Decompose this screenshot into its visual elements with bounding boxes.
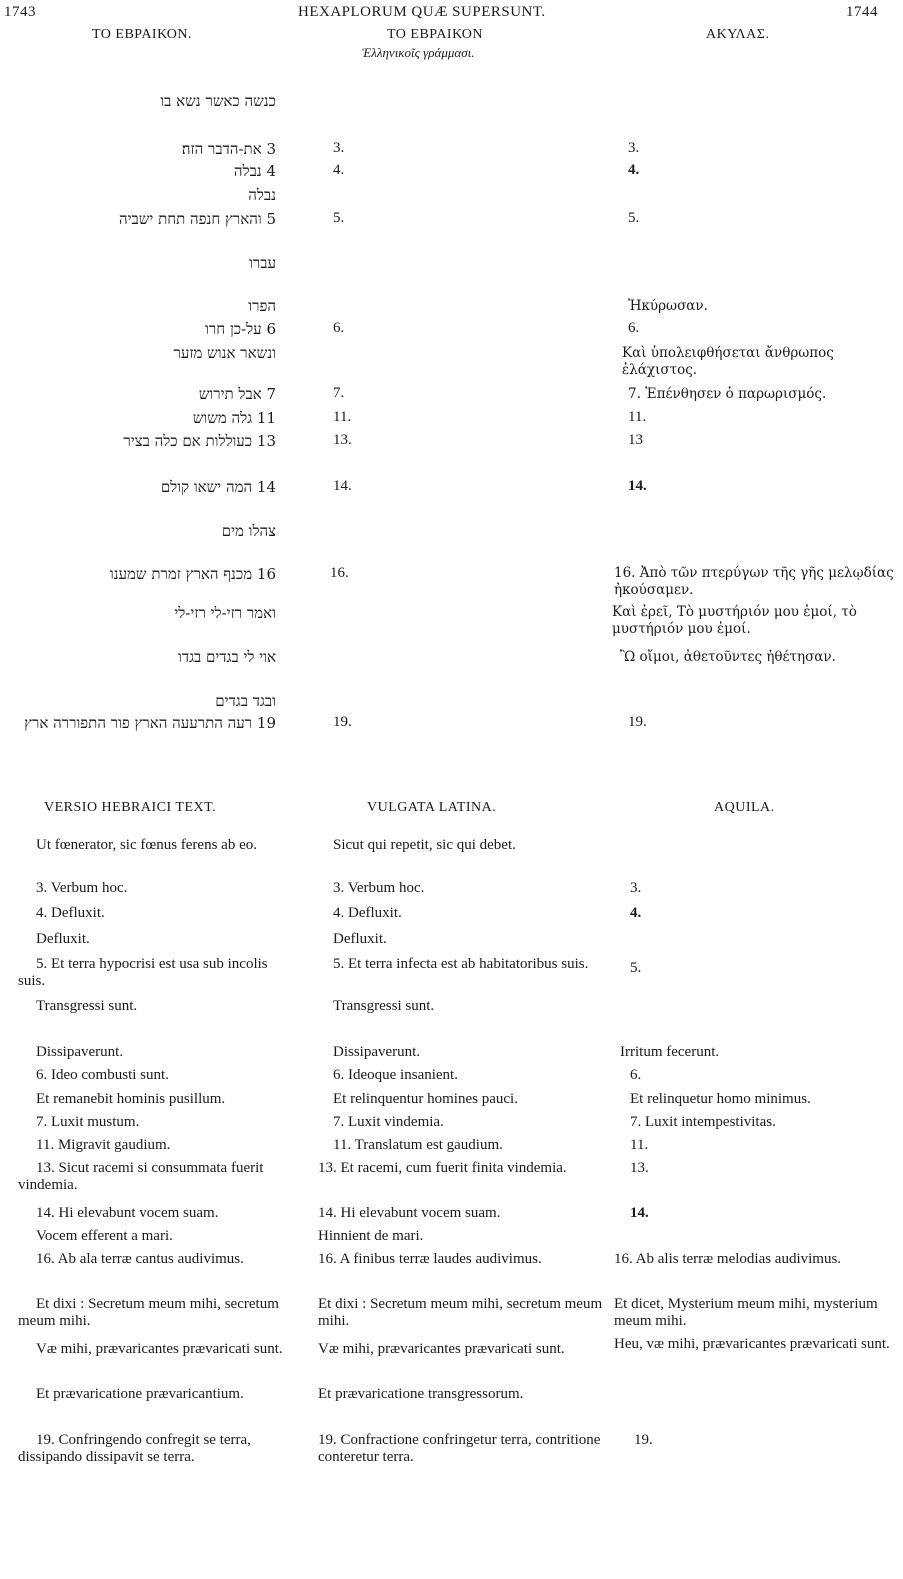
aquila-greek-text: 5. — [628, 210, 640, 226]
aquila-latin-text: Irritum fecerunt. — [620, 1044, 720, 1060]
versio-text: Et dixi : Secretum meum mihi, secretum meum mihi. — [18, 1296, 279, 1329]
aquila-latin-text: 13. — [630, 1160, 649, 1176]
verse-number: 3. — [333, 140, 345, 156]
versio-text: Dissipaverunt. — [36, 1044, 124, 1060]
vulgata-text: 6. Ideoque insanient. — [333, 1067, 458, 1083]
hebrew-line: אוי לי בגדים בגדו — [178, 648, 276, 666]
page-number-right: 1744 — [846, 4, 878, 20]
hebrew-line: 14 המה ישאו קולם — [160, 478, 276, 496]
vulgata-text: Et prævaricatione transgressorum. — [318, 1386, 524, 1402]
hebrew-line: 5 והארץ חנפה תחת ישביה — [118, 210, 276, 228]
vulgata-text: 4. Defluxit. — [333, 905, 402, 921]
verse-number: 6. — [333, 320, 345, 336]
hebrew-line: ונשאר אנוש מזער — [173, 344, 276, 362]
verse-number: 5. — [333, 210, 345, 226]
vulgata-text: Defluxit. — [333, 931, 387, 947]
aquila-latin-text: 14. — [630, 1205, 649, 1221]
hebrew-line: 13 כעוללות אם כלה בציר — [123, 432, 276, 450]
aquila-latin-text: 5. — [630, 960, 642, 976]
aquila-latin-text: 3. — [630, 880, 642, 896]
column-header-hebrew-greek-letters: ΤΟ ΕΒΡΑΙΚΟΝ — [387, 27, 483, 42]
aquila-greek-text: 19. — [628, 714, 647, 730]
vulgata-text: Hinnient de mari. — [318, 1228, 424, 1244]
hebrew-line: 11 גלה משוש — [192, 409, 276, 427]
verse-number: 13. — [333, 432, 352, 448]
versio-text: Ut fœnerator, sic fœnus ferens ab eo. — [36, 837, 257, 853]
vulgata-text: Sicut qui repetit, sic qui debet. — [333, 837, 516, 853]
aquila-latin-text: 4. — [630, 905, 642, 921]
hebrew-line: 7 אבל תירוש — [198, 385, 276, 403]
aquila-greek-text: 11. — [628, 409, 647, 425]
aquila-greek-text: 6. — [628, 320, 640, 336]
aquila-greek-text: 3. — [628, 140, 640, 156]
versio-text: 3. Verbum hoc. — [36, 880, 128, 896]
aquila-greek-text: 7. Ἐπένθησεν ὁ παρωρισμός. — [628, 386, 827, 402]
hebrew-line: עברו — [249, 254, 276, 272]
vulgata-text: 5. Et terra infecta est ab habitatoribus suis. — [333, 956, 589, 972]
aquila-greek-text: 4. — [628, 162, 640, 178]
aquila-greek-text: Καὶ ὑπολειφθήσεται ἄνθρωπος ἐλάχιστος. — [622, 345, 834, 378]
vulgata-text: Transgressi sunt. — [333, 998, 435, 1014]
versio-text: 11. Migravit gaudium. — [36, 1137, 171, 1153]
aquila-greek-text: Ὢ οἴμοι, ἀθετοῦντες ἠθέτησαν. — [620, 649, 836, 665]
versio-text: 4. Defluxit. — [36, 905, 105, 921]
vulgata-text: 19. Confractione confringetur terra, contritione conteretur terra. — [318, 1432, 601, 1465]
column-subheader-greek-letters: Ἑλληνικοῖς γράμμασι. — [362, 45, 475, 60]
verse-number: 16. — [330, 565, 349, 581]
vulgata-text: 13. Et racemi, cum fuerit finita vindemia. — [318, 1160, 567, 1176]
vulgata-text: Dissipaverunt. — [333, 1044, 421, 1060]
versio-text: Væ mihi, prævaricantes prævaricati sunt. — [36, 1341, 283, 1357]
page-number-left: 1743 — [4, 4, 36, 20]
aquila-latin-text: 7. Luxit intempestivitas. — [630, 1114, 776, 1130]
aquila-greek-text: Καὶ ἐρεῖ, Τὸ μυστήριόν μου ἐμοί, τὸ μυστήριόν μου ἐμοί. — [612, 604, 857, 637]
versio-text: Et prævaricatione prævaricantium. — [36, 1386, 244, 1402]
column-header-aquila-latin: AQUILA. — [714, 800, 775, 815]
aquila-greek-text: 16. Ἀπὸ τῶν πτερύγων τῆς γῆς μελῳδίας ἠκούσαμεν. — [614, 565, 894, 598]
vulgata-text: 7. Luxit vindemia. — [333, 1114, 444, 1130]
hebrew-line: 6 על-כן חרו — [205, 320, 276, 338]
column-header-aquila-greek: ΑΚΥΛΑΣ. — [706, 27, 770, 42]
hebrew-line: ובגד בגדים — [215, 692, 276, 710]
aquila-greek-text: 13 — [628, 432, 643, 448]
vulgata-text: Et dixi : Secretum meum mihi, secretum meum mihi. — [318, 1296, 603, 1329]
hebrew-line: נבלה — [248, 186, 276, 204]
verse-number: 11. — [333, 409, 352, 425]
versio-text: 6. Ideo combusti sunt. — [36, 1067, 169, 1083]
versio-text: 14. Hi elevabunt vocem suam. — [36, 1205, 219, 1221]
versio-text: 7. Luxit mustum. — [36, 1114, 140, 1130]
column-header-hebrew: ΤΟ ΕΒΡΑΙΚΟΝ. — [92, 27, 192, 42]
versio-text: 16. Ab ala terræ cantus audivimus. — [36, 1251, 244, 1267]
versio-text: Transgressi sunt. — [36, 998, 138, 1014]
aquila-latin-text: Et dicet, Mysterium meum mihi, mysterium meum mihi. — [614, 1296, 878, 1329]
hebrew-line: ואמר רזי-לי רזי-לי — [174, 604, 276, 622]
aquila-latin-text: Et relinquetur homo minimus. — [630, 1091, 811, 1107]
hebrew-line: 16 מכנף הארץ זמרת שמענו — [109, 565, 276, 583]
aquila-greek-text: 14. — [628, 478, 647, 494]
verse-number: 4. — [333, 162, 345, 178]
aquila-latin-text: 6. — [630, 1067, 642, 1083]
running-title: HEXAPLORUM QUÆ SUPERSUNT. — [298, 4, 546, 20]
vulgata-text: Væ mihi, prævaricantes prævaricati sunt. — [318, 1341, 565, 1357]
hebrew-line: 4 נבלה — [233, 162, 276, 180]
verse-number: 19. — [333, 714, 352, 730]
aquila-latin-text: 11. — [630, 1137, 649, 1153]
versio-text: 13. Sicut racemi si consummata fuerit vindemia. — [18, 1160, 264, 1193]
vulgata-text: 16. A finibus terræ laudes audivimus. — [318, 1251, 542, 1267]
hebrew-line: כנשה כאשר נשא בו — [160, 92, 276, 110]
hebrew-line: 19 רעה התרעעה הארץ פור התפוררה ארץ — [24, 714, 276, 732]
versio-text: 19. Confringendo confregit se terra, dissipando dissipavit se terra. — [18, 1432, 251, 1465]
column-header-vulgata: VULGATA LATINA. — [367, 800, 497, 815]
versio-text: 5. Et terra hypocrisi est usa sub incolis suis. — [18, 956, 268, 989]
vulgata-text: 14. Hi elevabunt vocem suam. — [318, 1205, 501, 1221]
vulgata-text: 3. Verbum hoc. — [333, 880, 425, 896]
versio-text: Vocem efferent a mari. — [36, 1228, 173, 1244]
vulgata-text: 11. Translatum est gaudium. — [333, 1137, 503, 1153]
column-header-versio-hebraici: VERSIO HEBRAICI TEXT. — [44, 800, 217, 815]
verse-number: 7. — [333, 385, 345, 401]
aquila-latin-text: Heu, væ mihi, prævaricantes prævaricati sunt. — [614, 1336, 890, 1352]
aquila-latin-text: 19. — [634, 1432, 653, 1448]
hebrew-line: הפרו — [248, 297, 276, 315]
versio-text: Et remanebit hominis pusillum. — [36, 1091, 226, 1107]
hebrew-line: צהלו מים — [221, 522, 276, 540]
aquila-greek-text: Ἠκύρωσαν. — [628, 298, 708, 314]
versio-text: Defluxit. — [36, 931, 90, 947]
hebrew-line: 3 את-הדבר הזה׃ — [181, 140, 276, 158]
vulgata-text: Et relinquentur homines pauci. — [333, 1091, 518, 1107]
verse-number: 14. — [333, 478, 352, 494]
aquila-latin-text: 16. Ab alis terræ melodias audivimus. — [614, 1251, 842, 1267]
